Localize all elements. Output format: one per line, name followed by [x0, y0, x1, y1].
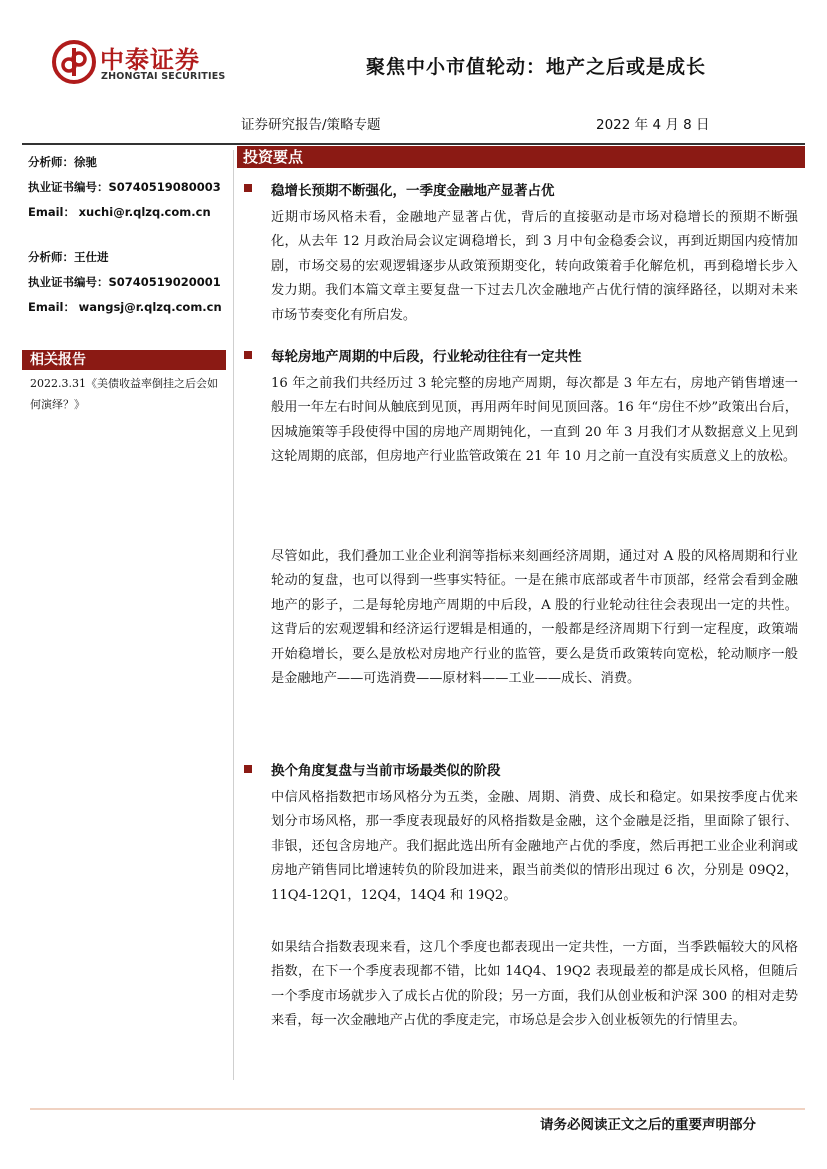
analyst-cert: S0740519020001: [108, 275, 221, 289]
analyst-name-row: [28, 245, 228, 270]
footer-disclaimer: 请务必阅读正文之后的重要声明部分: [540, 1117, 756, 1133]
related-reports-title: 相关报告: [30, 352, 86, 368]
section-bullet-icon: [244, 351, 252, 359]
sidebar-divider: [233, 150, 234, 1080]
analyst-name-label: 分析师：: [28, 155, 74, 169]
analyst-email[interactable]: xuchi@r.qlzq.com.cn: [78, 205, 211, 219]
header-divider: [22, 143, 805, 145]
section-bullet-icon: [244, 184, 252, 192]
analyst-cert: S0740519080003: [108, 180, 221, 194]
analyst-name: 王仕进: [74, 250, 109, 264]
analyst-sidebar: [28, 150, 228, 320]
brand-logo-icon: [52, 40, 96, 84]
section-paragraph: 近期市场风格未看，金融地产显著占优，背后的直接驱动是市场对稳增长的预期不断强化，从去年 12 月政治局会议定调稳增长，到 3 月中旬金稳委会议，再到近期国内疫情加剧，市场交易的宏观逻辑逐步从政策预期变化，转向政策着手化解危机，再到稳增长步入发力期。我们本篇文章主要复盘一下过去几次金融地产占优行情的演绎路径，以期对未来市场节奏变化有所启发。: [271, 210, 798, 323]
analyst-email[interactable]: wangsj@r.qlzq.com.cn: [78, 300, 222, 314]
key-points-title: 投资要点: [243, 148, 304, 166]
analyst-cert-row: [28, 175, 228, 200]
section-paragraph: 尽管如此，我们叠加工业企业利润等指标来刻画经济周期，通过对 A 股的风格周期和行业轮动的复盘，也可以得到一些事实特征。一是在熊市底部或者牛市顶部，经常会看到金融地产的影子，二是每轮房地产周期的中后段，A 股的行业轮动往往会表现出一定的共性。这背后的宏观逻辑和经济运行逻辑是相通的，一般都是经济周期下行到一定程度，政策端开始稳增长，要么是放松对房地产行业的监管，要么是货币政策转向宽松，轮动顺序一般是金融地产——可选消费——原材料——工业——成长、消费。: [271, 549, 798, 687]
brand-name-en: ZHONGTAI SECURITIES: [101, 71, 226, 82]
brand-name-cn: 中泰证券: [100, 46, 200, 74]
key-points-header: [237, 146, 805, 168]
section-paragraph: 如果结合指数表现来看，这几个季度也都表现出一定共性，一方面，当季跌幅较大的风格指数，在下一个季度表现都不错，比如 14Q4、19Q2 表现最差的都是成长风格，但随后一个季度市场就步入了成长占优的阶段；另一方面，我们从创业板和沪深 300 的相对走势来看，每一次金融地产占优的季度走完，市场总是会步入创业板领先的行情里去。: [271, 940, 798, 1029]
section-paragraph: 16 年之前我们共经历过 3 轮完整的房地产周期，每次都是 3 年左右，房地产销售增速一般用一年左右时间从触底到见顶，再用两年时间见顶回落。16 年“房住不炒”政策出台后，因城施策等手段使得中国的房地产周期钝化，一直到 20 年 3 月我们才从数据意义上见到这轮周期的底部，但房地产行业监管政策在 21 年 10 月之前一直没有实质意义上的放松。: [271, 376, 798, 465]
analyst-name-label: 分析师：: [28, 250, 74, 264]
analyst-name: 徐驰: [74, 155, 97, 169]
analyst-name-row: [28, 150, 228, 175]
analyst-email-row: [28, 200, 228, 225]
analyst-email-label: Email：: [28, 205, 75, 219]
footer-divider: [30, 1108, 805, 1110]
analyst-cert-label: 执业证书编号：: [28, 180, 109, 194]
section-heading: 每轮房地产周期的中后段，行业轮动往往有一定共性: [271, 349, 582, 365]
report-type: 证券研究报告/策略专题: [241, 117, 381, 133]
section-bullet-icon: [244, 765, 252, 773]
analyst-cert-row: [28, 270, 228, 295]
section-heading: 换个角度复盘与当前市场最类似的阶段: [271, 763, 501, 779]
section-paragraph: 中信风格指数把市场风格分为五类，金融、周期、消费、成长和稳定。如果按季度占优来划分市场风格，那一季度表现最好的风格指数是金融，这个金融是泛指，里面除了银行、非银，还包含房地产。我们据此选出所有金融地产占优的季度，然后再把工业企业利润或房地产销售同比增速转负的阶段加进来，跟当前类似的情形出现过 6 次，分别是 09Q2，11Q4-12Q1，12Q4，14Q4 和 19Q2。: [271, 790, 798, 903]
related-report-link[interactable]: 2022.3.31《美债收益率倒挂之后会如何演绎？》: [30, 377, 218, 411]
report-date: 2022 年 4 月 8 日: [596, 117, 710, 133]
report-title: 聚焦中小市值轮动：地产之后或是成长: [366, 56, 707, 78]
analyst-email-label: Email：: [28, 300, 75, 314]
section-heading: 稳增长预期不断强化，一季度金融地产显著占优: [271, 183, 555, 199]
analyst-cert-label: 执业证书编号：: [28, 275, 109, 289]
analyst-email-row: [28, 295, 228, 320]
